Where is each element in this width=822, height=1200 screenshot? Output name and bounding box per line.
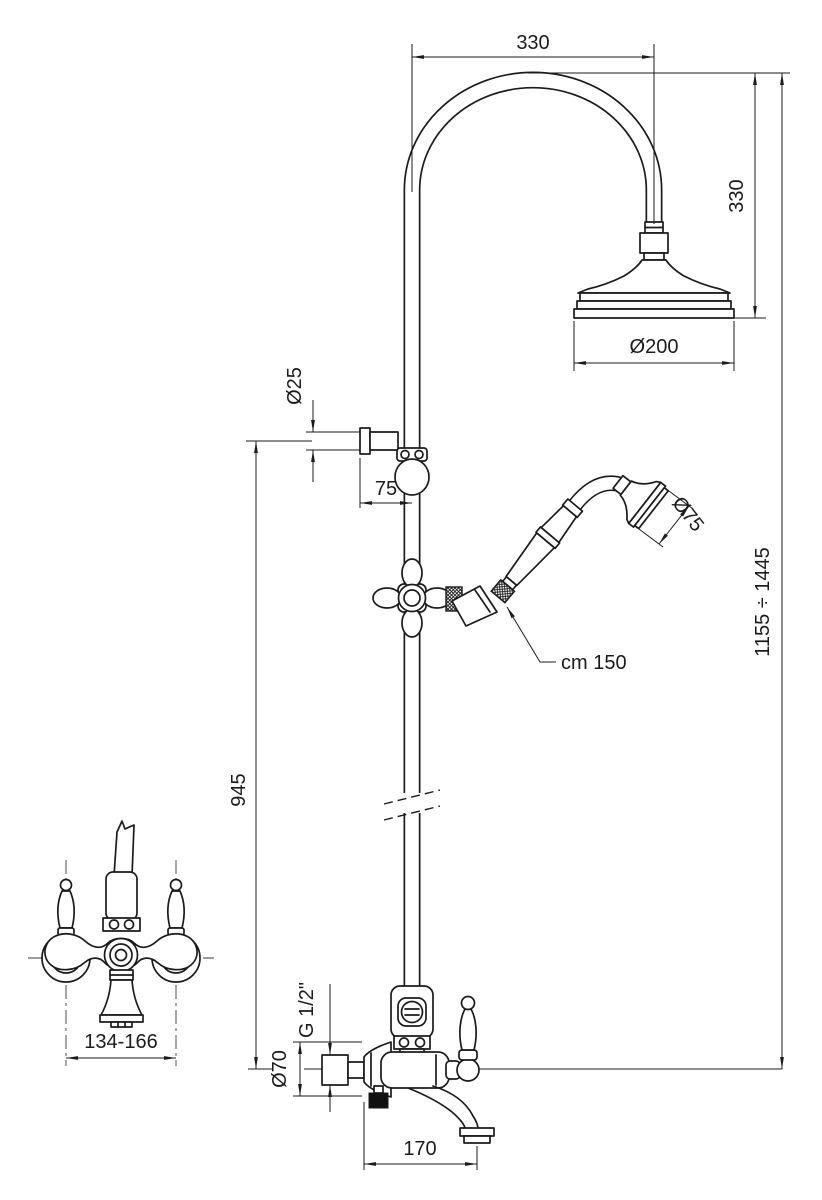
head-rim-band — [574, 309, 734, 318]
dim-label-riser-height: 945 — [228, 773, 250, 807]
cross-handle-center — [404, 590, 420, 606]
dim-label-head-drop: 330 — [726, 179, 748, 213]
union-screw — [402, 1002, 423, 1023]
dim-pipe-diameter — [284, 367, 360, 482]
dim-label-pipe-diameter: Ø25 — [284, 367, 306, 405]
cross-handle-lobe — [373, 588, 401, 608]
bath-mixer-front-view — [28, 821, 214, 1066]
front-union — [106, 872, 137, 920]
diverter-valve — [373, 559, 497, 637]
dim-label-head-diameter: Ø200 — [629, 336, 679, 358]
thread-stub — [322, 1055, 348, 1085]
dim-label-thread: G 1/2" — [296, 981, 318, 1039]
gooseneck-arc — [412, 80, 654, 793]
dim-thread — [296, 982, 330, 1112]
riser-and-gooseneck — [384, 80, 654, 992]
union-ball — [395, 459, 429, 495]
cross-handle-lobe — [402, 609, 422, 637]
bracket-wall-flange — [360, 428, 370, 454]
front-right-handle — [168, 880, 184, 936]
spout-outlet — [464, 1136, 490, 1143]
dim-mixer-width-range — [66, 1031, 176, 1058]
leader-line — [507, 607, 556, 662]
dim-arc-width — [412, 32, 654, 224]
handle-ball-joint — [457, 1059, 479, 1081]
dim-label-mixer-width: 134-166 — [84, 1031, 158, 1053]
mixer-lever-handle — [459, 997, 477, 1061]
hand-shower — [488, 462, 669, 606]
front-left-handle — [58, 880, 74, 936]
knob-stem — [374, 1086, 383, 1093]
dim-label-handshower-diameter: Ø75 — [667, 492, 709, 536]
head-rim-band — [577, 301, 731, 309]
handshower-head — [602, 462, 669, 531]
spout-outlet-flange — [460, 1128, 494, 1136]
bracket-arm — [370, 432, 398, 450]
stub-step — [348, 1062, 364, 1078]
front-collar — [103, 918, 140, 931]
gooseneck-arc-inner — [412, 80, 654, 793]
head-rim-band — [580, 293, 728, 301]
dim-label-flange-diameter: Ø70 — [269, 1050, 291, 1088]
head-bell — [578, 260, 730, 293]
front-spout — [100, 970, 143, 1027]
tub-spout — [408, 1086, 494, 1143]
head-neck — [644, 253, 664, 260]
front-riser-pipe-cut — [114, 821, 134, 876]
dim-label-height-range: 1155 ÷ 1445 — [752, 547, 774, 657]
dim-head-diameter — [574, 321, 734, 371]
head-nut — [640, 233, 668, 253]
dim-label-spout-reach: 170 — [403, 1138, 437, 1160]
dim-label-arc-width: 330 — [516, 32, 550, 54]
dim-riser-height — [228, 441, 312, 1069]
hose-length-label: cm 150 — [561, 652, 627, 674]
handshower-handle — [488, 497, 584, 605]
dim-label-bracket-offset: 75 — [374, 478, 398, 500]
mixer-body — [381, 1052, 449, 1088]
diverter-pull-knob — [369, 1093, 388, 1108]
cross-handle-lobe — [402, 559, 422, 587]
hose-length-callout — [507, 607, 627, 674]
overhead-shower-head — [574, 222, 734, 318]
